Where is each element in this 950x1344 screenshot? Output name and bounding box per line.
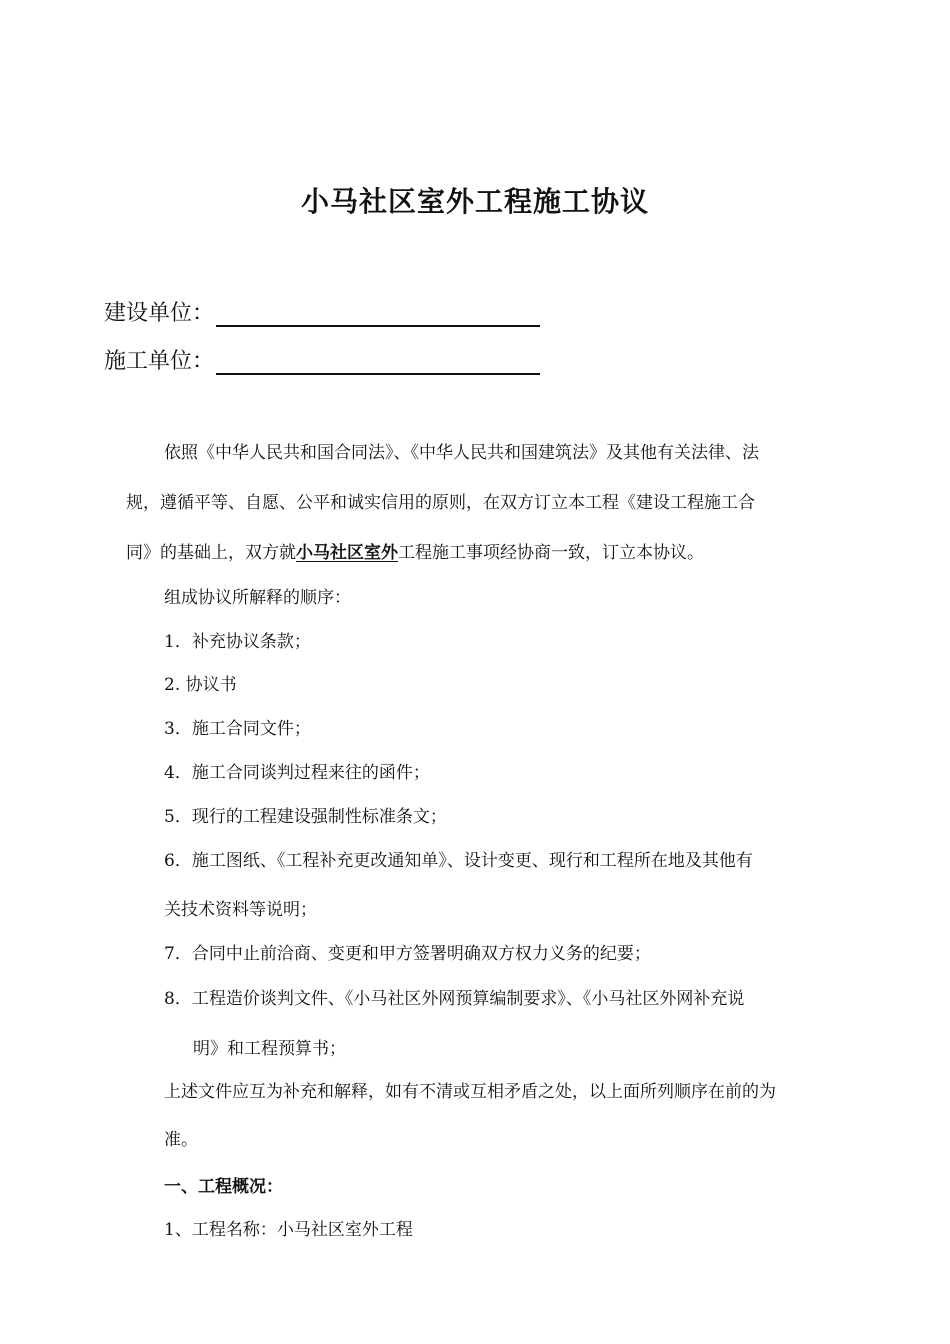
order-item-7: 7．合同中止前洽商、变更和甲方签署明确双方权力义务的纪要；: [164, 944, 651, 964]
precedence-line-1: 上述文件应互为补充和解释，如有不清或互相矛盾之处，以上面所列顺序在前的为: [164, 1082, 776, 1102]
section-1-heading: 一、工程概况：: [164, 1177, 283, 1197]
order-item-6-line-1: 6．施工图纸、《工程补充更改通知单》、设计变更、现行和工程所在地及其他有: [164, 851, 753, 871]
intro-line-1: 依照《中华人民共和国合同法》、《中华人民共和国建筑法》及其他有关法律、法: [164, 443, 759, 463]
intro-line-3-suffix: 工程施工事项经协商一致，订立本协议。: [398, 543, 704, 563]
party-employer: [104, 296, 540, 327]
party-employer-blank-line: [216, 305, 540, 327]
intro-line-2: 规，遵循平等、自愿、公平和诚实信用的原则，在双方订立本工程《建设工程施工合: [126, 493, 755, 513]
project-name-highlight: 小马社区室外: [296, 543, 398, 563]
order-item-1: 1．补充协议条款；: [164, 632, 311, 652]
order-item-4: 4．施工合同谈判过程来往的函件；: [164, 763, 430, 783]
intro-line-3: [126, 541, 704, 565]
party-contractor-blank-line: [216, 353, 540, 375]
document-title: 小马社区室外工程施工协议: [300, 185, 649, 218]
order-item-8-line-2: 明》和工程预算书；: [193, 1039, 346, 1059]
order-item-5: 5．现行的工程建设强制性标准条文；: [164, 807, 447, 827]
precedence-line-2: 准。: [164, 1130, 198, 1150]
order-item-3: 3．施工合同文件；: [164, 719, 311, 739]
order-item-6-line-2: 关技术资料等说明；: [164, 900, 317, 920]
party-employer-label: 建设单位：: [104, 301, 215, 326]
order-heading: 组成协议所解释的顺序：: [164, 588, 351, 608]
intro-line-3-prefix: 同》的基础上，双方就: [126, 543, 296, 563]
party-contractor-label: 施工单位：: [104, 349, 215, 374]
section-1-item-1: 1、工程名称：小马社区室外工程: [164, 1220, 413, 1240]
order-item-8-line-1: 8．工程造价谈判文件、《小马社区外网预算编制要求》、《小马社区外网补充说: [164, 989, 745, 1009]
order-item-2: 2. 协议书: [164, 675, 237, 695]
party-contractor: [104, 344, 540, 375]
